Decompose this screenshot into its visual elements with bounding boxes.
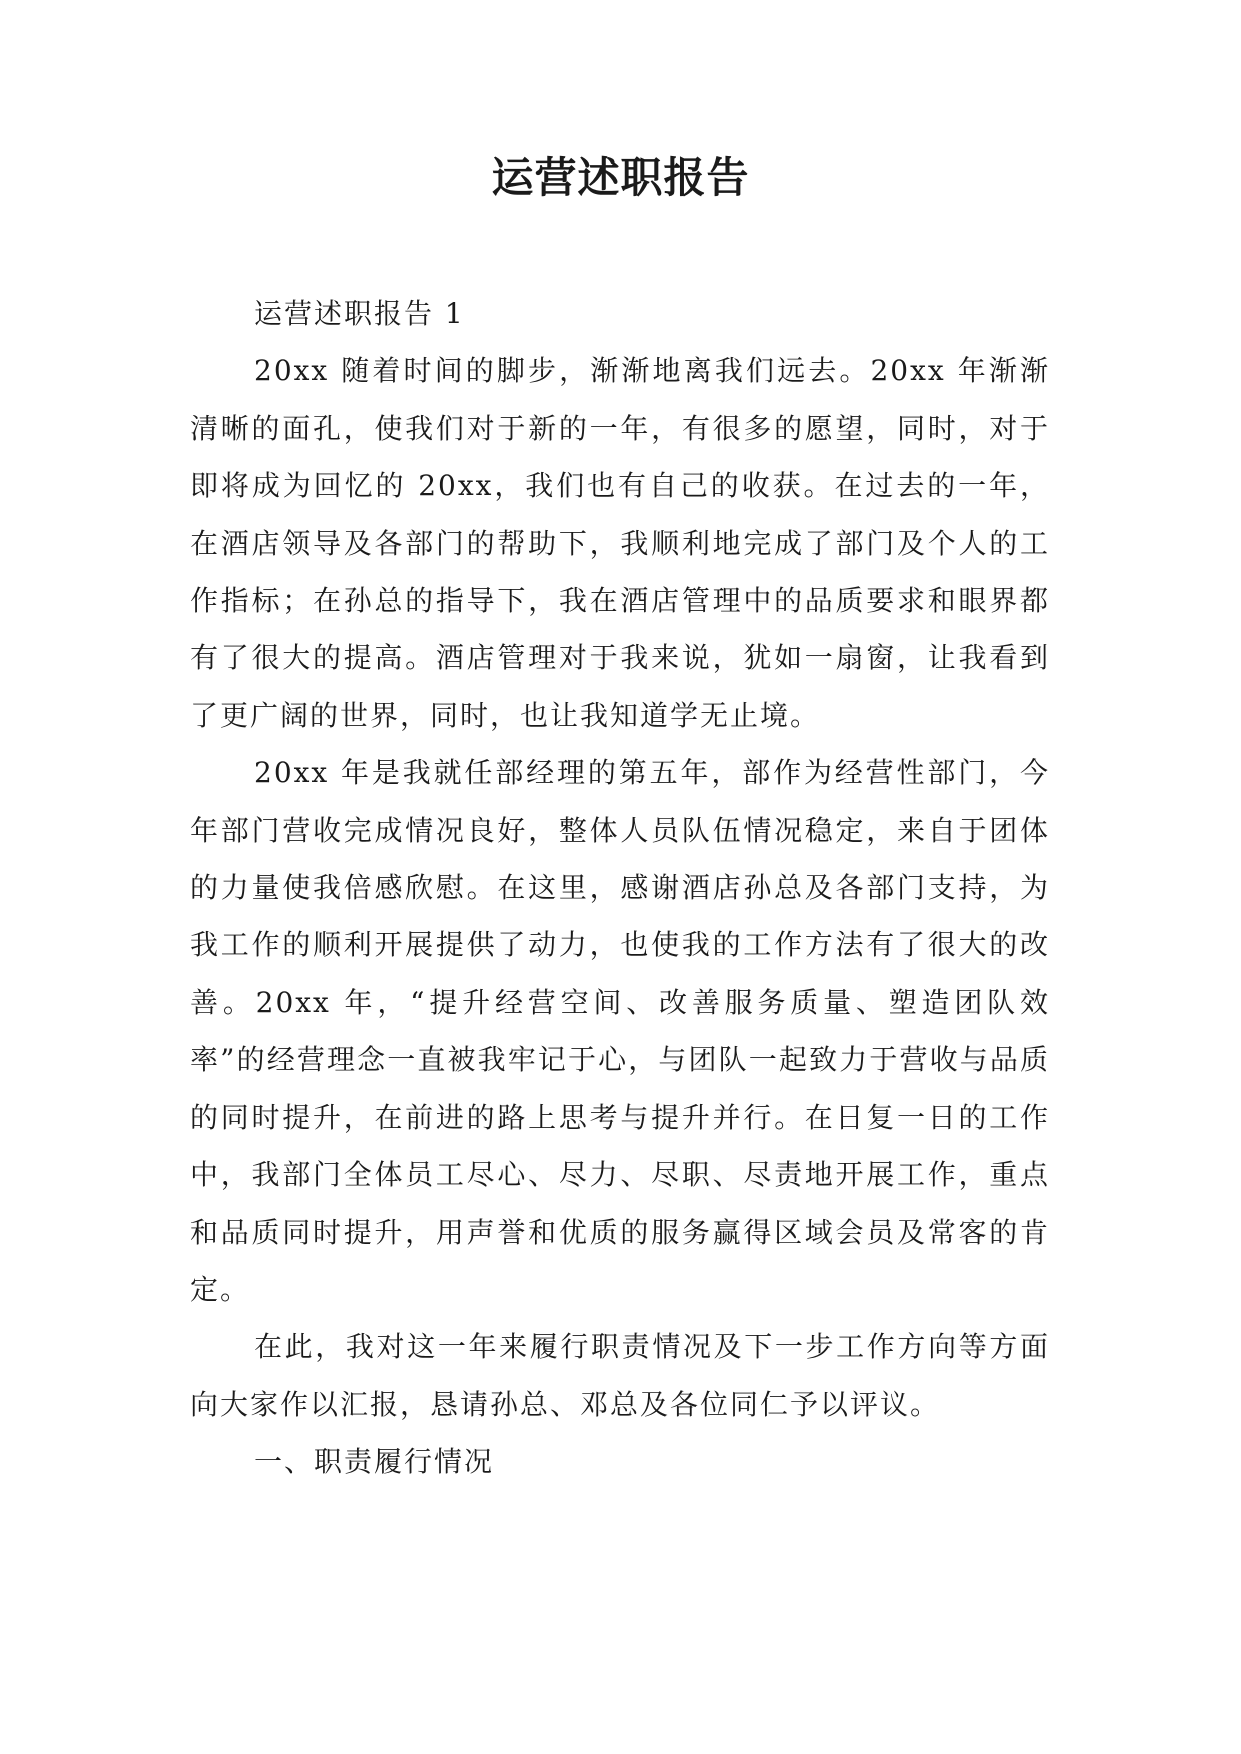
paragraph-review: 20xx 年是我就任部经理的第五年，部作为经营性部门，今年部门营收完成情况良好，整体人员队伍情况稳定，来自于团体的力量使我倍感欣慰。在这里，感谢酒店孙总及各部门支持，为我工作的顺利开展提供了动力，也使我的工作方法有了很大的改善。20xx 年，“提升经营空间、改善服务质量、塑造团队效率”的经营理念一直被我牢记于心，与团队一起致力于营收与品质的同时提升，在前进的路上思考与提升并行。在日复一日的工作中，我部门全体员工尽心、尽力、尽职、尽责地开展工作，重点和品质同时提升，用声誉和优质的服务赢得区域会员及常客的肯定。: [190, 756, 1050, 1306]
section-heading: 运营述职报告 1: [254, 297, 465, 330]
paragraph-report-note: 在此，我对这一年来履行职责情况及下一步工作方向等方面向大家作以汇报，恳请孙总、邓总及各位同仁予以评议。: [190, 1330, 1050, 1421]
paragraph-intro: 20xx 随着时间的脚步，渐渐地离我们远去。20xx 年渐渐清晰的面孔，使我们对于新的一年，有很多的愿望，同时，对于即将成为回忆的 20xx，我们也有自己的收获。在过去的一年，在酒店领导及各部门的帮助下，我顺利地完成了部门及个人的工作指标；在孙总的指导下，我在酒店管理中的品质要求和眼界都有了很大的提高。酒店管理对于我来说，犹如一扇窗，让我看到了更广阔的世界，同时，也让我知道学无止境。: [190, 354, 1050, 732]
document-body: [190, 285, 1050, 1491]
subsection-heading: 一、职责履行情况: [254, 1445, 495, 1479]
document-title: 运营述职报告: [491, 153, 750, 202]
